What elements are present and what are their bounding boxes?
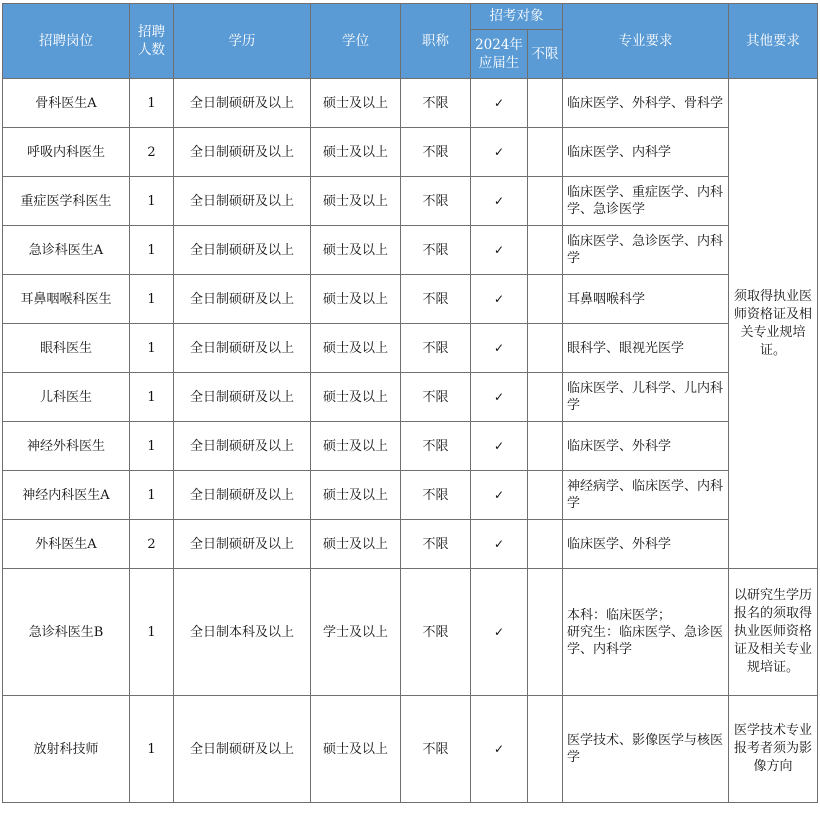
cell-grad-2024: ✓ (471, 275, 528, 324)
header-other: 其他要求 (729, 4, 818, 79)
cell-education: 全日制本科及以上 (174, 569, 311, 696)
table-row (3, 275, 818, 324)
cell-degree: 硕士及以上 (311, 373, 401, 422)
cell-grad-2024: ✓ (471, 569, 528, 696)
cell-position: 急诊科医生B (3, 569, 130, 696)
cell-degree: 硕士及以上 (311, 696, 401, 803)
cell-title: 不限 (401, 373, 471, 422)
table-row (3, 422, 818, 471)
cell-other-merged: 须取得执业医师资格证及相关专业规培证。 (729, 79, 818, 569)
table-row (3, 324, 818, 373)
header-major: 专业要求 (563, 4, 729, 79)
cell-grad-2024: ✓ (471, 471, 528, 520)
cell-title: 不限 (401, 422, 471, 471)
cell-major: 临床医学、外科学、骨科学 (563, 79, 729, 128)
cell-degree: 硕士及以上 (311, 128, 401, 177)
cell-position: 神经外科医生 (3, 422, 130, 471)
cell-title: 不限 (401, 696, 471, 803)
cell-position: 重症医学科医生 (3, 177, 130, 226)
cell-grad-2024: ✓ (471, 128, 528, 177)
cell-grad-2024: ✓ (471, 324, 528, 373)
table-row (3, 569, 818, 696)
cell-education: 全日制硕研及以上 (174, 177, 311, 226)
table-row (3, 177, 818, 226)
cell-position: 急诊科医生A (3, 226, 130, 275)
cell-degree: 硕士及以上 (311, 422, 401, 471)
table-row (3, 79, 818, 128)
header-position: 招聘岗位 (3, 4, 130, 79)
cell-major: 医学技术、影像医学与核医学 (563, 696, 729, 803)
cell-education: 全日制硕研及以上 (174, 696, 311, 803)
header-target-2024: 2024年 应届生 (471, 30, 528, 79)
cell-count: 1 (130, 79, 174, 128)
cell-count: 2 (130, 128, 174, 177)
cell-count: 1 (130, 422, 174, 471)
cell-degree: 硕士及以上 (311, 471, 401, 520)
cell-major: 临床医学、儿科学、儿内科学 (563, 373, 729, 422)
cell-major: 临床医学、外科学 (563, 422, 729, 471)
cell-grad-2024: ✓ (471, 79, 528, 128)
cell-grad-2024: ✓ (471, 520, 528, 569)
cell-unlimited (528, 422, 563, 471)
cell-education: 全日制硕研及以上 (174, 471, 311, 520)
cell-unlimited (528, 696, 563, 803)
cell-title: 不限 (401, 569, 471, 696)
cell-grad-2024: ✓ (471, 422, 528, 471)
cell-grad-2024: ✓ (471, 373, 528, 422)
cell-count: 1 (130, 226, 174, 275)
cell-education: 全日制硕研及以上 (174, 324, 311, 373)
cell-major: 临床医学、急诊医学、内科学 (563, 226, 729, 275)
cell-education: 全日制硕研及以上 (174, 373, 311, 422)
cell-title: 不限 (401, 226, 471, 275)
cell-title: 不限 (401, 324, 471, 373)
cell-unlimited (528, 177, 563, 226)
cell-major: 眼科学、眼视光医学 (563, 324, 729, 373)
header-count: 招聘 人数 (130, 4, 174, 79)
table-row (3, 226, 818, 275)
cell-count: 1 (130, 177, 174, 226)
cell-title: 不限 (401, 128, 471, 177)
table-row (3, 696, 818, 803)
cell-unlimited (528, 569, 563, 696)
header-degree: 学位 (311, 4, 401, 79)
cell-major: 临床医学、外科学 (563, 520, 729, 569)
cell-count: 1 (130, 696, 174, 803)
cell-degree: 学士及以上 (311, 569, 401, 696)
table-row (3, 520, 818, 569)
table-row (3, 471, 818, 520)
cell-degree: 硕士及以上 (311, 226, 401, 275)
cell-major: 临床医学、内科学 (563, 128, 729, 177)
cell-other: 医学技术专业报考者须为影像方向 (729, 696, 818, 803)
cell-title: 不限 (401, 177, 471, 226)
cell-education: 全日制硕研及以上 (174, 520, 311, 569)
cell-count: 1 (130, 275, 174, 324)
cell-unlimited (528, 471, 563, 520)
header-education: 学历 (174, 4, 311, 79)
cell-grad-2024: ✓ (471, 226, 528, 275)
cell-education: 全日制硕研及以上 (174, 128, 311, 177)
cell-title: 不限 (401, 79, 471, 128)
cell-degree: 硕士及以上 (311, 79, 401, 128)
cell-education: 全日制硕研及以上 (174, 422, 311, 471)
cell-position: 放射科技师 (3, 696, 130, 803)
cell-education: 全日制硕研及以上 (174, 79, 311, 128)
header-title: 职称 (401, 4, 471, 79)
cell-unlimited (528, 373, 563, 422)
cell-major: 本科：临床医学； 研究生：临床医学、急诊医学、内科学 (563, 569, 729, 696)
cell-major: 神经病学、临床医学、内科学 (563, 471, 729, 520)
cell-grad-2024: ✓ (471, 177, 528, 226)
cell-other: 以研究生学历报名的须取得执业医师资格证及相关专业规培证。 (729, 569, 818, 696)
cell-position: 儿科医生 (3, 373, 130, 422)
cell-position: 耳鼻咽喉科医生 (3, 275, 130, 324)
cell-position: 呼吸内科医生 (3, 128, 130, 177)
cell-position: 眼科医生 (3, 324, 130, 373)
cell-position: 神经内科医生A (3, 471, 130, 520)
header-target-group: 招考对象 (471, 4, 563, 30)
cell-degree: 硕士及以上 (311, 275, 401, 324)
cell-major: 耳鼻咽喉科学 (563, 275, 729, 324)
cell-unlimited (528, 275, 563, 324)
cell-unlimited (528, 79, 563, 128)
cell-unlimited (528, 520, 563, 569)
cell-unlimited (528, 226, 563, 275)
cell-count: 2 (130, 520, 174, 569)
cell-grad-2024: ✓ (471, 696, 528, 803)
header-target-any: 不限 (528, 30, 563, 79)
cell-degree: 硕士及以上 (311, 324, 401, 373)
cell-major: 临床医学、重症医学、内科学、急诊医学 (563, 177, 729, 226)
cell-title: 不限 (401, 471, 471, 520)
table-row (3, 128, 818, 177)
cell-education: 全日制硕研及以上 (174, 226, 311, 275)
cell-education: 全日制硕研及以上 (174, 275, 311, 324)
cell-degree: 硕士及以上 (311, 177, 401, 226)
cell-degree: 硕士及以上 (311, 520, 401, 569)
cell-position: 外科医生A (3, 520, 130, 569)
cell-count: 1 (130, 324, 174, 373)
cell-title: 不限 (401, 275, 471, 324)
cell-unlimited (528, 324, 563, 373)
cell-count: 1 (130, 569, 174, 696)
cell-position: 骨科医生A (3, 79, 130, 128)
cell-unlimited (528, 128, 563, 177)
table-row (3, 373, 818, 422)
cell-count: 1 (130, 471, 174, 520)
recruitment-table (2, 3, 818, 803)
cell-title: 不限 (401, 520, 471, 569)
cell-count: 1 (130, 373, 174, 422)
